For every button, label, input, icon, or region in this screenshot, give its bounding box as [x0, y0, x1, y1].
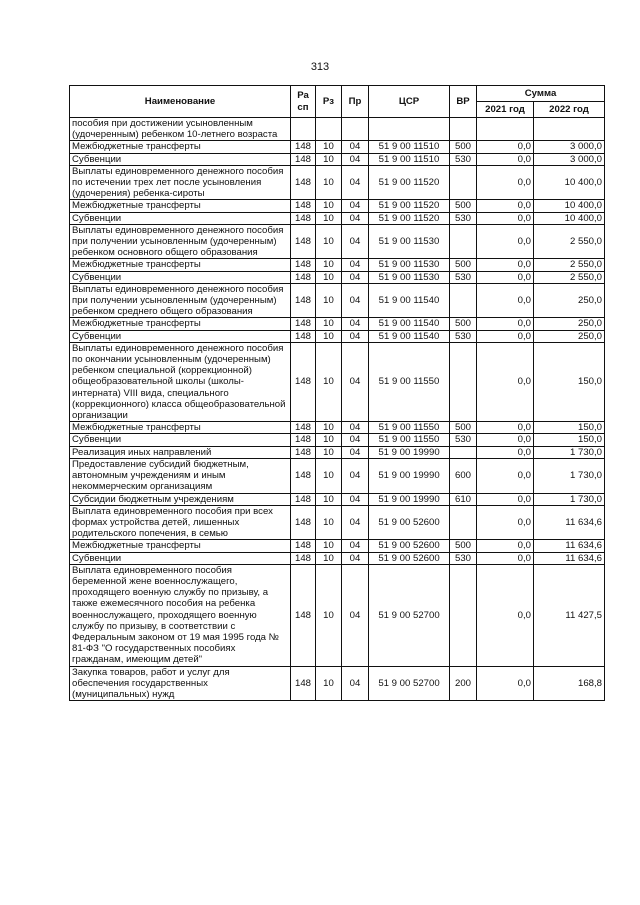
- cell-vr: [450, 446, 477, 458]
- cell-rz: 10: [316, 666, 342, 701]
- table-row: [70, 330, 605, 342]
- table-row: [70, 505, 605, 540]
- cell-2022: 3 000,0: [534, 141, 605, 153]
- cell-2022: [534, 118, 605, 141]
- cell-csr: 51 9 00 19990: [369, 458, 450, 493]
- cell-name: Выплата единовременного пособия при всех формах устройства детей, лишенных родительского попечения, в семью: [70, 505, 291, 540]
- cell-csr: 51 9 00 11530: [369, 271, 450, 283]
- cell-2021: 0,0: [477, 283, 534, 318]
- cell-vr: 500: [450, 540, 477, 552]
- table-row: [70, 342, 605, 421]
- cell-csr: 51 9 00 52600: [369, 540, 450, 552]
- cell-2021: 0,0: [477, 224, 534, 259]
- cell-2022: 10 400,0: [534, 165, 605, 200]
- cell-2021: 0,0: [477, 271, 534, 283]
- cell-2022: 11 634,6: [534, 552, 605, 564]
- cell-name: Субвенции: [70, 434, 291, 446]
- cell-csr: 51 9 00 52600: [369, 505, 450, 540]
- cell-2021: 0,0: [477, 141, 534, 153]
- cell-pr: 04: [342, 552, 369, 564]
- cell-rz: 10: [316, 493, 342, 505]
- table-row: [70, 434, 605, 446]
- cell-rz: [316, 118, 342, 141]
- table-row: [70, 446, 605, 458]
- table-row: [70, 666, 605, 701]
- cell-vr: [450, 165, 477, 200]
- cell-vr: 500: [450, 200, 477, 212]
- col-header-rz: Рз: [316, 86, 342, 118]
- cell-pr: 04: [342, 259, 369, 271]
- cell-vr: [450, 118, 477, 141]
- cell-rz: 10: [316, 200, 342, 212]
- table-row: [70, 141, 605, 153]
- cell-rasp: 148: [291, 552, 316, 564]
- cell-name: Межбюджетные трансферты: [70, 318, 291, 330]
- budget-table: [69, 85, 605, 701]
- cell-rz: 10: [316, 271, 342, 283]
- cell-2022: 168,8: [534, 666, 605, 701]
- cell-name: пособия при достижении усыновленным (удочеренным) ребенком 10-летнего возраста: [70, 118, 291, 141]
- cell-vr: [450, 283, 477, 318]
- cell-name: Выплаты единовременного денежного пособия при получении усыновленным (удочеренным) ребенком среднего общего образования: [70, 283, 291, 318]
- cell-2021: 0,0: [477, 330, 534, 342]
- cell-pr: [342, 118, 369, 141]
- cell-vr: 530: [450, 212, 477, 224]
- cell-name: Межбюджетные трансферты: [70, 422, 291, 434]
- cell-rz: 10: [316, 153, 342, 165]
- cell-pr: 04: [342, 212, 369, 224]
- col-header-vr: ВР: [450, 86, 477, 118]
- cell-rasp: 148: [291, 666, 316, 701]
- cell-2021: 0,0: [477, 422, 534, 434]
- header-row: [70, 86, 605, 102]
- cell-name: Субвенции: [70, 212, 291, 224]
- cell-csr: 51 9 00 11550: [369, 422, 450, 434]
- cell-csr: 51 9 00 11540: [369, 318, 450, 330]
- cell-rz: 10: [316, 318, 342, 330]
- cell-rasp: 148: [291, 434, 316, 446]
- table-row: [70, 271, 605, 283]
- cell-pr: 04: [342, 422, 369, 434]
- cell-rz: 10: [316, 422, 342, 434]
- cell-vr: 530: [450, 330, 477, 342]
- cell-2022: 250,0: [534, 318, 605, 330]
- col-header-name: Наименование: [70, 86, 291, 118]
- cell-2022: 250,0: [534, 283, 605, 318]
- cell-name: Межбюджетные трансферты: [70, 200, 291, 212]
- table-row: [70, 200, 605, 212]
- cell-pr: 04: [342, 141, 369, 153]
- cell-rasp: 148: [291, 446, 316, 458]
- cell-name: Межбюджетные трансферты: [70, 141, 291, 153]
- cell-name: Субвенции: [70, 153, 291, 165]
- cell-csr: 51 9 00 52700: [369, 564, 450, 666]
- cell-csr: 51 9 00 11520: [369, 200, 450, 212]
- cell-vr: 610: [450, 493, 477, 505]
- cell-rz: 10: [316, 165, 342, 200]
- cell-vr: 530: [450, 552, 477, 564]
- cell-csr: 51 9 00 52700: [369, 666, 450, 701]
- table-row: [70, 153, 605, 165]
- cell-vr: 530: [450, 434, 477, 446]
- cell-rasp: 148: [291, 458, 316, 493]
- cell-2022: 11 634,6: [534, 540, 605, 552]
- cell-rz: 10: [316, 434, 342, 446]
- cell-2022: 3 000,0: [534, 153, 605, 165]
- cell-vr: 500: [450, 422, 477, 434]
- cell-2022: 1 730,0: [534, 458, 605, 493]
- cell-vr: 600: [450, 458, 477, 493]
- cell-pr: 04: [342, 283, 369, 318]
- cell-2021: 0,0: [477, 458, 534, 493]
- cell-2021: 0,0: [477, 200, 534, 212]
- table-body: [70, 118, 605, 701]
- cell-2021: 0,0: [477, 505, 534, 540]
- cell-pr: 04: [342, 271, 369, 283]
- cell-rz: 10: [316, 212, 342, 224]
- cell-csr: [369, 118, 450, 141]
- cell-2022: 2 550,0: [534, 259, 605, 271]
- cell-csr: 51 9 00 11530: [369, 224, 450, 259]
- cell-vr: [450, 342, 477, 421]
- col-header-pr: Пр: [342, 86, 369, 118]
- cell-vr: 530: [450, 271, 477, 283]
- table-row: [70, 165, 605, 200]
- table-row: [70, 212, 605, 224]
- col-header-rasp: Ра сп: [291, 86, 316, 118]
- cell-vr: [450, 224, 477, 259]
- cell-2022: 250,0: [534, 330, 605, 342]
- cell-rasp: 148: [291, 564, 316, 666]
- table-row: [70, 493, 605, 505]
- cell-rasp: 148: [291, 259, 316, 271]
- cell-2022: 1 730,0: [534, 493, 605, 505]
- cell-name: Субвенции: [70, 271, 291, 283]
- col-header-2021: 2021 год: [477, 102, 534, 118]
- cell-rz: 10: [316, 342, 342, 421]
- cell-pr: 04: [342, 458, 369, 493]
- cell-2022: 10 400,0: [534, 200, 605, 212]
- cell-pr: 04: [342, 446, 369, 458]
- cell-name: Выплаты единовременного денежного пособия по истечении трех лет после усыновления (удочерения) ребенка-сироты: [70, 165, 291, 200]
- cell-2022: 2 550,0: [534, 224, 605, 259]
- cell-name: Субсидии бюджетным учреждениям: [70, 493, 291, 505]
- cell-csr: 51 9 00 19990: [369, 446, 450, 458]
- cell-csr: 51 9 00 11540: [369, 330, 450, 342]
- cell-name: Выплаты единовременного денежного пособия при получении усыновленным (удочеренным) ребенком основного общего образования: [70, 224, 291, 259]
- cell-2021: 0,0: [477, 446, 534, 458]
- cell-csr: 51 9 00 11530: [369, 259, 450, 271]
- cell-csr: 51 9 00 11510: [369, 141, 450, 153]
- cell-2022: 10 400,0: [534, 212, 605, 224]
- cell-2022: 150,0: [534, 422, 605, 434]
- cell-2021: 0,0: [477, 165, 534, 200]
- col-header-csr: ЦСР: [369, 86, 450, 118]
- cell-csr: 51 9 00 11510: [369, 153, 450, 165]
- cell-csr: 51 9 00 11540: [369, 283, 450, 318]
- cell-vr: 530: [450, 153, 477, 165]
- cell-pr: 04: [342, 505, 369, 540]
- cell-pr: 04: [342, 318, 369, 330]
- table-row: [70, 224, 605, 259]
- cell-rasp: 148: [291, 200, 316, 212]
- cell-2021: 0,0: [477, 153, 534, 165]
- cell-pr: 04: [342, 666, 369, 701]
- cell-csr: 51 9 00 11520: [369, 212, 450, 224]
- cell-pr: 04: [342, 342, 369, 421]
- cell-rz: 10: [316, 224, 342, 259]
- cell-csr: 51 9 00 11520: [369, 165, 450, 200]
- cell-pr: 04: [342, 224, 369, 259]
- cell-rasp: [291, 118, 316, 141]
- table-row: [70, 318, 605, 330]
- cell-csr: 51 9 00 11550: [369, 342, 450, 421]
- cell-vr: 500: [450, 259, 477, 271]
- cell-2022: 11 634,6: [534, 505, 605, 540]
- cell-rasp: 148: [291, 212, 316, 224]
- cell-rasp: 148: [291, 422, 316, 434]
- cell-2022: 150,0: [534, 434, 605, 446]
- cell-csr: 51 9 00 52600: [369, 552, 450, 564]
- cell-pr: 04: [342, 153, 369, 165]
- cell-2022: 2 550,0: [534, 271, 605, 283]
- cell-2021: 0,0: [477, 212, 534, 224]
- cell-rasp: 148: [291, 283, 316, 318]
- cell-pr: 04: [342, 165, 369, 200]
- cell-pr: 04: [342, 200, 369, 212]
- cell-name: Субвенции: [70, 330, 291, 342]
- cell-name: Выплата единовременного пособия беременной жене военнослужащего, проходящего военную службу по призыву, а также ежемесячного пособия на ребенка военнослужащего, проходящего военную службу по призыву, в соответствии с Федеральным законом от 19 мая 1995 года № 81-ФЗ "О государственных пособиях гражданам, имеющим детей": [70, 564, 291, 666]
- table-row: [70, 540, 605, 552]
- cell-vr: [450, 564, 477, 666]
- cell-name: Межбюджетные трансферты: [70, 259, 291, 271]
- cell-2021: 0,0: [477, 259, 534, 271]
- cell-rz: 10: [316, 564, 342, 666]
- table-row: [70, 458, 605, 493]
- cell-name: Субвенции: [70, 552, 291, 564]
- table-row: [70, 564, 605, 666]
- cell-rz: 10: [316, 552, 342, 564]
- cell-rasp: 148: [291, 271, 316, 283]
- cell-rasp: 148: [291, 153, 316, 165]
- cell-2021: 0,0: [477, 342, 534, 421]
- cell-name: Реализация иных направлений: [70, 446, 291, 458]
- table-row: [70, 283, 605, 318]
- cell-vr: 500: [450, 318, 477, 330]
- table-row: [70, 552, 605, 564]
- cell-rasp: 148: [291, 141, 316, 153]
- cell-rz: 10: [316, 446, 342, 458]
- table-row: [70, 259, 605, 271]
- page-number: 313: [310, 61, 330, 73]
- cell-vr: [450, 505, 477, 540]
- cell-rasp: 148: [291, 540, 316, 552]
- cell-pr: 04: [342, 540, 369, 552]
- cell-rasp: 148: [291, 342, 316, 421]
- cell-rz: 10: [316, 259, 342, 271]
- cell-rasp: 148: [291, 165, 316, 200]
- cell-rz: 10: [316, 458, 342, 493]
- cell-csr: 51 9 00 19990: [369, 493, 450, 505]
- cell-rasp: 148: [291, 505, 316, 540]
- cell-rz: 10: [316, 505, 342, 540]
- cell-name: Выплаты единовременного денежного пособия по окончании усыновленным (удочеренным) ребенком специальной (коррекционной) общеобразовательной школы (школы-интерната) VIII вида, специального (коррекционного) класса общеобразовательной организации: [70, 342, 291, 421]
- cell-rz: 10: [316, 330, 342, 342]
- cell-pr: 04: [342, 434, 369, 446]
- cell-name: Межбюджетные трансферты: [70, 540, 291, 552]
- cell-2021: 0,0: [477, 493, 534, 505]
- cell-rasp: 148: [291, 493, 316, 505]
- cell-rasp: 148: [291, 318, 316, 330]
- table-row: [70, 118, 605, 141]
- cell-rasp: 148: [291, 330, 316, 342]
- cell-pr: 04: [342, 330, 369, 342]
- cell-2021: 0,0: [477, 540, 534, 552]
- table-row: [70, 422, 605, 434]
- cell-2022: 150,0: [534, 342, 605, 421]
- cell-csr: 51 9 00 11550: [369, 434, 450, 446]
- cell-2022: 11 427,5: [534, 564, 605, 666]
- cell-2022: 1 730,0: [534, 446, 605, 458]
- cell-pr: 04: [342, 564, 369, 666]
- cell-rz: 10: [316, 141, 342, 153]
- cell-vr: 500: [450, 141, 477, 153]
- cell-2021: [477, 118, 534, 141]
- cell-name: Закупка товаров, работ и услуг для обеспечения государственных (муниципальных) нужд: [70, 666, 291, 701]
- col-header-2022: 2022 год: [534, 102, 605, 118]
- cell-pr: 04: [342, 493, 369, 505]
- cell-rz: 10: [316, 283, 342, 318]
- cell-2021: 0,0: [477, 564, 534, 666]
- cell-2021: 0,0: [477, 318, 534, 330]
- cell-2021: 0,0: [477, 552, 534, 564]
- cell-2021: 0,0: [477, 434, 534, 446]
- col-header-sum: Сумма: [477, 86, 605, 102]
- cell-name: Предоставление субсидий бюджетным, автономным учреждениям и иным некоммерческим организациям: [70, 458, 291, 493]
- cell-2021: 0,0: [477, 666, 534, 701]
- cell-rasp: 148: [291, 224, 316, 259]
- cell-rz: 10: [316, 540, 342, 552]
- cell-vr: 200: [450, 666, 477, 701]
